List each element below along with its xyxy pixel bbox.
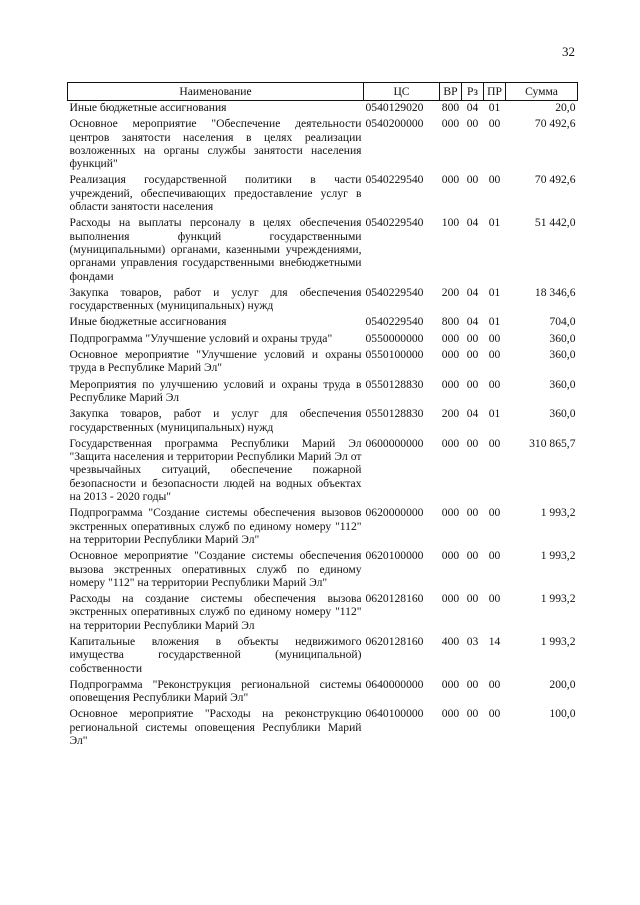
- cell-sum: 100,0: [549, 707, 576, 721]
- cell-pr: 00: [488, 677, 501, 691]
- cell-name: Мероприятия по улучшению условий и охраны труда в Республике Марий Эл: [69, 377, 362, 404]
- cell-code: 0620128160: [365, 634, 424, 648]
- cell-code: 0620128160: [365, 592, 424, 606]
- cell-name: Основное мероприятие "Расходы на реконструкцию региональной системы оповещения Республики Марий Эл": [69, 707, 362, 748]
- column-header-sum: Сумма: [506, 83, 578, 101]
- cell-pr: 01: [488, 216, 501, 230]
- cell-rz: 03: [466, 634, 479, 648]
- cell-rz: 04: [466, 216, 479, 230]
- cell-sum: 51 442,0: [534, 216, 576, 230]
- table-row: [68, 506, 578, 549]
- cell-pr: 00: [488, 377, 501, 391]
- cell-vr: 100: [441, 216, 460, 230]
- cell-rz: 00: [466, 506, 479, 520]
- cell-code: 0550000000: [365, 331, 424, 345]
- cell-vr: 200: [441, 285, 460, 299]
- table-row: [68, 101, 578, 118]
- cell-code: 0540200000: [365, 117, 424, 131]
- cell-rz: 04: [466, 407, 479, 421]
- cell-vr: 000: [441, 348, 460, 362]
- cell-pr: 00: [488, 549, 501, 563]
- cell-sum: 360,0: [549, 331, 576, 345]
- cell-code: 0550128830: [365, 407, 424, 421]
- table-row: [68, 437, 578, 506]
- cell-vr: 000: [441, 549, 460, 563]
- cell-pr: 00: [488, 506, 501, 520]
- cell-rz: 04: [466, 101, 479, 114]
- table-row: [68, 332, 578, 348]
- cell-code: 0540229540: [365, 315, 424, 329]
- cell-name: Иные бюджетные ассигнования: [69, 315, 227, 329]
- cell-vr: 200: [441, 407, 460, 421]
- cell-rz: 04: [466, 285, 479, 299]
- cell-name: Основное мероприятие "Улучшение условий и охраны труда в Республике Марий Эл": [69, 348, 362, 375]
- cell-rz: 00: [466, 331, 479, 345]
- cell-pr: 00: [488, 436, 501, 450]
- cell-sum: 360,0: [549, 407, 576, 421]
- cell-sum: 70 492,6: [534, 117, 576, 131]
- cell-name: Реализация государственной политики в части учреждений, обеспечивающих предоставление услуг в области занятости населения: [69, 173, 362, 214]
- table-row: [68, 707, 578, 750]
- table-header-row: [68, 83, 578, 101]
- table-row: [68, 286, 578, 316]
- cell-sum: 1 993,2: [540, 634, 576, 648]
- cell-rz: 00: [466, 117, 479, 131]
- cell-vr: 400: [441, 634, 460, 648]
- cell-code: 0640100000: [365, 707, 424, 721]
- table-row: [68, 635, 578, 678]
- table-row: [68, 592, 578, 635]
- cell-pr: 00: [488, 348, 501, 362]
- table-row: [68, 348, 578, 378]
- cell-rz: 00: [466, 677, 479, 691]
- table-row: [68, 378, 578, 408]
- cell-name: Подпрограмма "Реконструкция региональной системы оповещения Республики Марий Эл": [69, 677, 362, 705]
- cell-vr: 000: [441, 331, 460, 345]
- cell-pr: 01: [488, 101, 501, 114]
- column-header-rz: Рз: [462, 83, 484, 101]
- column-header-code: ЦС: [364, 83, 440, 101]
- cell-vr: 000: [441, 117, 460, 131]
- cell-sum: 20,0: [555, 101, 576, 114]
- cell-sum: 18 346,6: [534, 285, 576, 299]
- cell-code: 0620000000: [365, 506, 424, 520]
- cell-vr: 000: [441, 506, 460, 520]
- cell-rz: 00: [466, 173, 479, 187]
- cell-sum: 704,0: [549, 315, 576, 329]
- cell-sum: 310 865,7: [529, 436, 576, 450]
- cell-name: Расходы на создание системы обеспечения вызова экстренных оперативных служб по единому номеру "112" на территории Республики Марий Эл: [69, 592, 362, 632]
- cell-pr: 00: [488, 173, 501, 187]
- cell-pr: 01: [488, 407, 501, 421]
- cell-code: 0620100000: [365, 549, 424, 563]
- cell-vr: 000: [441, 377, 460, 391]
- cell-rz: 04: [466, 315, 479, 329]
- cell-rz: 00: [466, 707, 479, 721]
- cell-name: Расходы на выплаты персоналу в целях обеспечения выполнения функций государственными (муниципальными) органами, казенными учреждениями, органами управления государственными внебюджетными фондами: [69, 216, 362, 283]
- table-row: [68, 173, 578, 216]
- cell-vr: 000: [441, 707, 460, 721]
- cell-sum: 360,0: [549, 348, 576, 362]
- cell-sum: 1 993,2: [540, 592, 576, 606]
- cell-name: Капитальные вложения в объекты недвижимого имущества государственной (муниципальной) собственности: [69, 634, 362, 675]
- cell-pr: 01: [488, 315, 501, 329]
- cell-sum: 1 993,2: [540, 549, 576, 563]
- cell-name: Иные бюджетные ассигнования: [69, 101, 227, 114]
- cell-code: 0600000000: [365, 436, 424, 450]
- cell-name: Закупка товаров, работ и услуг для обеспечения государственных (муниципальных) нужд: [69, 285, 362, 313]
- cell-vr: 000: [441, 173, 460, 187]
- cell-pr: 00: [488, 707, 501, 721]
- cell-code: 0540229540: [365, 216, 424, 230]
- cell-code: 0640000000: [365, 677, 424, 691]
- cell-name: Закупка товаров, работ и услуг для обеспечения государственных (муниципальных) нужд: [69, 407, 362, 434]
- cell-rz: 00: [466, 436, 479, 450]
- table-row: [68, 407, 578, 437]
- budget-table: [67, 82, 578, 750]
- table-row: [68, 315, 578, 331]
- table-row: [68, 549, 578, 592]
- cell-pr: 01: [488, 285, 501, 299]
- table-row: [68, 117, 578, 173]
- cell-code: 0540229540: [365, 285, 424, 299]
- cell-pr: 00: [488, 331, 501, 345]
- cell-code: 0550128830: [365, 377, 424, 391]
- cell-vr: 000: [441, 592, 460, 606]
- cell-pr: 00: [488, 117, 501, 131]
- column-header-vr: ВР: [440, 83, 462, 101]
- cell-pr: 00: [488, 592, 501, 606]
- page-number: 32: [562, 44, 575, 59]
- cell-rz: 00: [466, 377, 479, 391]
- cell-pr: 14: [488, 634, 501, 648]
- cell-name: Государственная программа Республики Марий Эл "Защита населения и территории Республики Марий Эл от чрезвычайных ситуаций, обеспечение пожарной безопасности и безопасности людей на водных объектах на 2013 - 2020 годы": [69, 436, 362, 504]
- cell-name: Подпрограмма "Создание системы обеспечения вызовов экстренных оперативных служб по единому номеру "112" на территории Республики Марий Эл": [69, 506, 362, 546]
- cell-rz: 00: [466, 348, 479, 362]
- cell-name: Подпрограмма "Улучшение условий и охраны труда": [69, 331, 333, 345]
- table-row: [68, 216, 578, 285]
- cell-rz: 00: [466, 549, 479, 563]
- cell-sum: 1 993,2: [540, 506, 576, 520]
- table-body: [68, 101, 578, 751]
- cell-sum: 360,0: [549, 377, 576, 391]
- cell-vr: 800: [441, 101, 460, 114]
- cell-code: 0540229540: [365, 173, 424, 187]
- cell-vr: 000: [441, 677, 460, 691]
- cell-sum: 70 492,6: [534, 173, 576, 187]
- cell-code: 0540129020: [365, 101, 424, 114]
- cell-vr: 000: [441, 436, 460, 450]
- cell-code: 0550100000: [365, 348, 424, 362]
- table-row: [68, 678, 578, 708]
- cell-sum: 200,0: [549, 677, 576, 691]
- cell-vr: 800: [441, 315, 460, 329]
- cell-name: Основное мероприятие "Создание системы обеспечения вызова экстренных оперативных служб по единому номеру "112" на территории Республики Марий Эл": [69, 549, 362, 589]
- column-header-pr: ПР: [484, 83, 506, 101]
- column-header-name: Наименование: [68, 83, 364, 101]
- cell-rz: 00: [466, 592, 479, 606]
- cell-name: Основное мероприятие "Обеспечение деятельности центров занятости населения в целях реализации возложенных на органы службы занятости населения функций": [69, 117, 362, 171]
